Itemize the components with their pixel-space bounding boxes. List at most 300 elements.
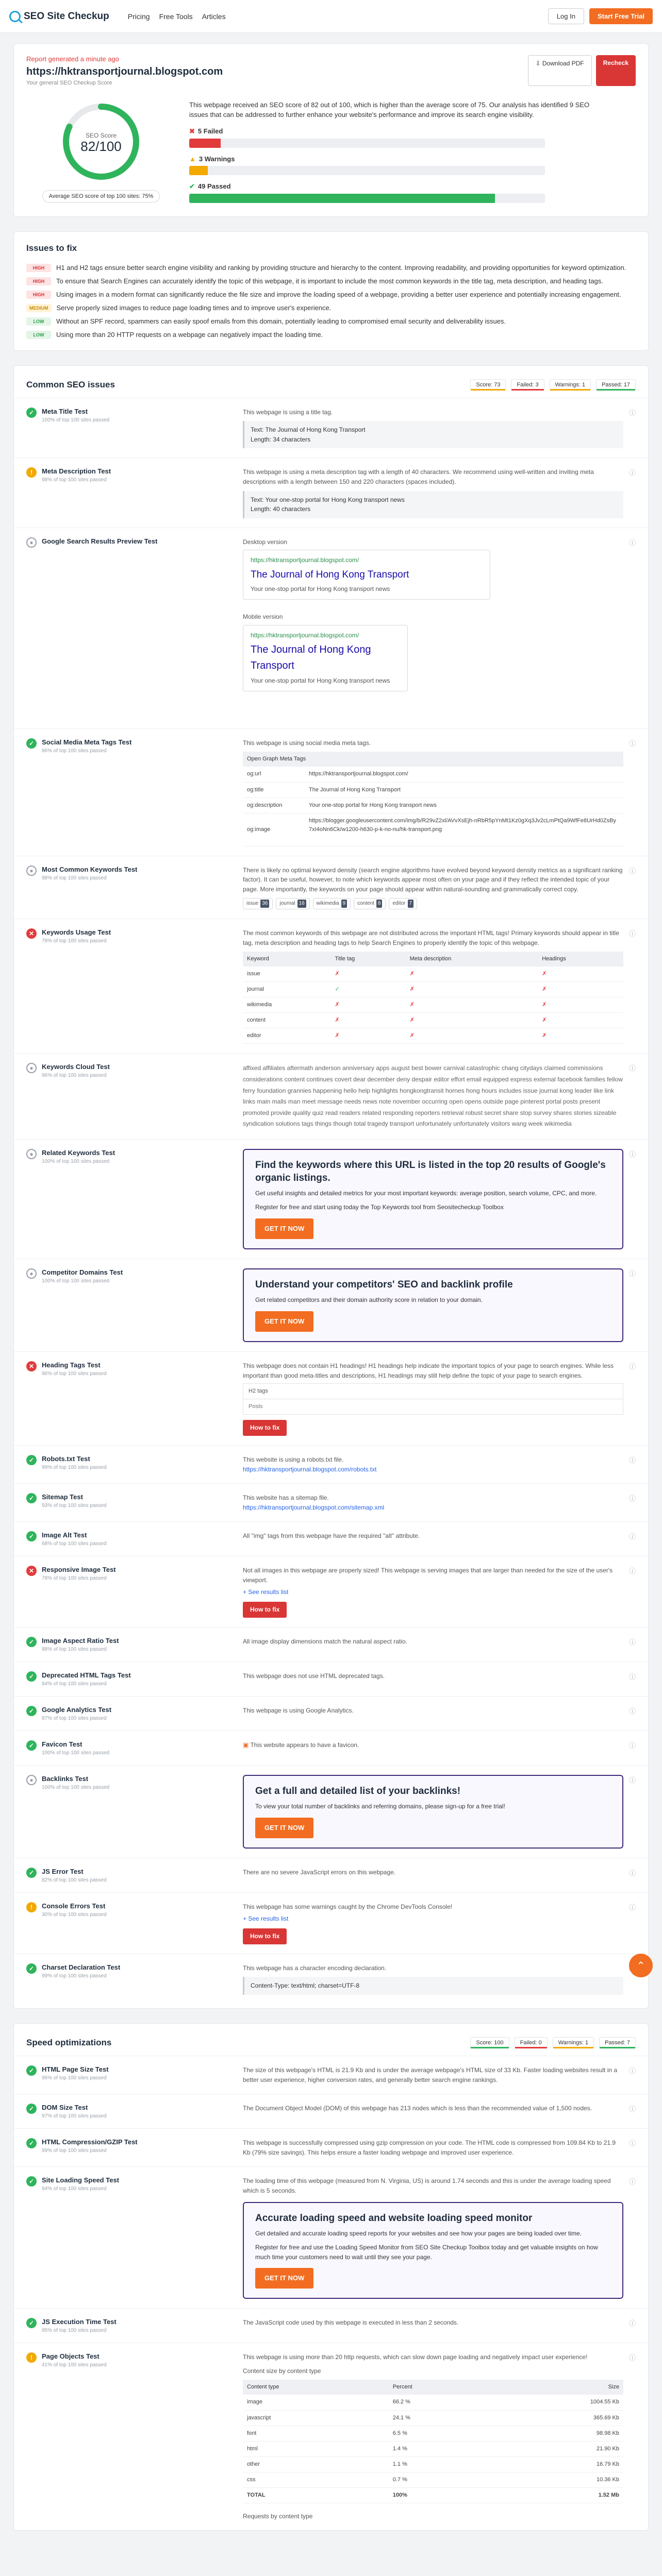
common-seo-header (14, 366, 648, 398)
test-result (243, 1268, 623, 1342)
test-related-keywords (14, 1139, 648, 1259)
keyword-tag (354, 898, 386, 909)
gauge-label: SEO Score (85, 132, 117, 139)
failed-chip-label: Failed: 0 (520, 2040, 542, 2046)
brand-logo[interactable] (9, 11, 109, 22)
og-value: https://blogger.googleusercontent.com/img/b/R29vZ2xl/AVvXsEjh-nRbR5pYnMt1Kz0gXq3Jv2cLmPtQa9WfFe8UrHd0ZsBy7xI4oNn6Ck/w1200-h630-p-k-no-nu/hk-transport.png (305, 813, 623, 846)
test-name: Heading Tags Test (42, 1361, 101, 1369)
type-cell: html (243, 2441, 389, 2456)
column-header: Content type (243, 2380, 389, 2395)
see-results-link[interactable]: + See results list (243, 1914, 289, 1922)
test-result (243, 1149, 623, 1249)
result-box (243, 491, 623, 518)
test-title-block (42, 1268, 123, 1342)
keyword-tag (389, 898, 417, 909)
info-icon[interactable]: ⓘ (628, 1869, 636, 1877)
table-row (243, 2441, 623, 2456)
test-title-block (42, 537, 157, 719)
chip-underline (515, 2047, 547, 2048)
type-cell: TOTAL (243, 2487, 389, 2503)
info-icon[interactable]: ⓘ (628, 538, 636, 547)
how-to-fix-button[interactable]: How to fix (243, 1602, 287, 1618)
failed-count-label: 5 Failed (197, 127, 223, 135)
get-it-now-button[interactable]: GET IT NOW (255, 1218, 313, 1239)
percent-cell: 24.1 % (389, 2410, 489, 2426)
og-key: og:description (243, 798, 305, 813)
test-heading (26, 2104, 243, 2119)
test-pass-rate: 100% of top 100 sites passed (42, 1784, 110, 1790)
download-pdf-button[interactable]: ⇩ Download PDF (528, 55, 592, 86)
promo-text: Register for free and use the Loading Speed Monitor from SEO Site Checkup Toolbox today and get valuable insights on how much time your customers need to wait until they see your page. (255, 2243, 598, 2261)
passed-bar-row (189, 182, 597, 203)
chip-underline (600, 2047, 635, 2048)
warning-icon: ▲ (189, 155, 196, 163)
chip-underline (471, 2047, 508, 2048)
info-status-icon: ● (26, 1268, 37, 1279)
title-cell: ✗ (331, 967, 406, 982)
info-icon[interactable]: ⓘ (628, 1707, 636, 1715)
promo-text: To view your total number of backlinks and referring domains, please sign-up for a free trial! (255, 1803, 505, 1810)
test-keywords-cloud (14, 1053, 648, 1139)
test-heading (26, 928, 243, 1044)
passed-bar-fill (189, 194, 495, 203)
column-header: Meta description (406, 952, 538, 967)
check-icon: ✔ (189, 182, 195, 190)
promo-text: Get useful insights and detailed metrics for your most important keywords: average position, search volume, CPC, and more. (255, 1190, 597, 1197)
test-name: Sitemap Test (42, 1493, 83, 1501)
info-icon[interactable]: ⓘ (628, 1638, 636, 1646)
test-name: JS Execution Time Test (42, 2318, 117, 2326)
info-icon[interactable]: ⓘ (628, 2067, 636, 2075)
get-it-now-button[interactable]: GET IT NOW (255, 1311, 313, 1332)
test-pass-rate: 96% of top 100 sites passed (42, 1073, 107, 1079)
serp-title: The Journal of Hong Kong Transport (251, 569, 409, 581)
failed-chip[interactable] (515, 2037, 548, 2048)
info-icon[interactable]: ⓘ (628, 2354, 636, 2362)
result-box (243, 421, 623, 448)
keyword-tag (243, 898, 273, 909)
test-result (243, 2352, 623, 2521)
warning-bar-row (189, 155, 597, 175)
warning-count-label: 3 Warnings (198, 155, 235, 163)
table-row (243, 782, 623, 798)
test-heading (26, 1868, 243, 1883)
test-pass-rate: 94% of top 100 sites passed (42, 1681, 107, 1687)
failed-chip[interactable] (511, 379, 544, 391)
test-pass-rate: 93% of top 100 sites passed (42, 1503, 107, 1509)
keyword: wikimedia (316, 901, 339, 907)
get-it-now-button[interactable]: GET IT NOW (255, 1818, 313, 1838)
test-result (243, 1740, 623, 1756)
info-icon[interactable]: ⓘ (628, 2319, 636, 2328)
see-results-link[interactable]: + See results list (243, 1588, 289, 1596)
test-name: Competitor Domains Test (42, 1268, 123, 1276)
report-actions (528, 55, 636, 86)
info-icon[interactable]: ⓘ (628, 1904, 636, 1912)
test-name: JS Error Test (42, 1868, 84, 1876)
report-details (189, 100, 597, 203)
column-header: Headings (538, 952, 623, 967)
issue-text: H1 and H2 tags ensure better search engine visibility and ranking by providing structure and hierarchy to the content. Improving readability, and providing opportunities for keyword optimization. (56, 264, 626, 272)
test-aspect-ratio (14, 1627, 648, 1662)
table-row (243, 967, 623, 982)
issue-item[interactable] (26, 264, 636, 272)
pass-icon: ✓ (26, 1637, 37, 1647)
test-heading (26, 738, 243, 846)
column-header: Title tag (331, 952, 406, 967)
test-name: Google Search Results Preview Test (42, 537, 158, 545)
test-pass-rate: 82% of top 100 sites passed (42, 1877, 107, 1884)
score-chip-label: Score: 100 (476, 2040, 504, 2046)
meta-cell: ✗ (406, 982, 538, 997)
column-header: Percent (389, 2380, 489, 2395)
issue-item[interactable] (26, 291, 636, 299)
score-chip-label: Score: 73 (476, 381, 501, 388)
report-url[interactable]: https://hktransportjournal.blogspot.com (26, 66, 223, 77)
test-name: HTML Page Size Test (42, 2065, 109, 2074)
test-pass-rate: 78% of top 100 sites passed (42, 938, 107, 944)
speed-optimizations-card (13, 2023, 649, 2531)
issue-item[interactable] (26, 317, 636, 326)
warnings-chip[interactable] (553, 2037, 594, 2048)
issue-text: To ensure that Search Engines can accurately identify the topic of this webpage, it is important to include the most common keywords in the title tag, meta description, and heading tags. (56, 277, 603, 285)
warnings-chip-label: Warnings: 1 (555, 381, 585, 388)
column-header: Keyword (243, 952, 331, 967)
report-heading (26, 55, 223, 86)
test-pass-rate: 100% of top 100 sites passed (42, 1278, 110, 1284)
fail-icon: ✕ (26, 1361, 37, 1371)
test-pass-rate: 99% of top 100 sites passed (42, 2148, 107, 2154)
scroll-top-button[interactable] (629, 1954, 653, 1977)
test-text: This webpage has a character encoding declaration. (243, 1964, 387, 1972)
test-image-alt (14, 1521, 648, 1556)
test-heading (26, 2138, 243, 2157)
info-icon[interactable]: ⓘ (628, 1672, 636, 1681)
test-html-size (14, 2056, 648, 2094)
og-key: og:image (243, 813, 305, 846)
test-title-block (42, 1963, 120, 1995)
keyword-count: 9 (341, 900, 347, 908)
table-header-row (243, 952, 623, 967)
percent-cell: 6.5 % (389, 2426, 489, 2441)
nav-link-articles[interactable]: Articles (202, 12, 226, 21)
test-pass-rate: 88% of top 100 sites passed (42, 1646, 107, 1652)
report-description: This webpage received an SEO score of 82 out of 100, which is higher than the average score of 75. Our analysis has identified 9 SEO issues that can be addressed to further enhance your website's performance and improve its search engine visibility. (189, 101, 590, 118)
test-result (243, 1963, 623, 1995)
passed-bar-label (189, 182, 597, 191)
test-title-block (42, 1455, 107, 1474)
failed-bar-row (189, 127, 597, 148)
h2-tag-value: Posts (243, 1399, 623, 1415)
h2-tags-header: H2 tags (243, 1383, 623, 1399)
test-meta-title (14, 398, 648, 458)
test-result (243, 1566, 623, 1617)
table-row (243, 813, 623, 846)
preview-icon: ● (26, 537, 37, 548)
average-score-pill: Average SEO score of top 100 sites: 75% (42, 190, 160, 202)
title-cell: ✗ (331, 1028, 406, 1044)
test-text: The most common keywords of this webpage are not distributed across the important HTML tags! Primary keywords should appear in title tag, meta description and heading tags to help Search Engines to properly identify the topic of this webpage. (243, 929, 619, 946)
table-header-row (243, 2380, 623, 2395)
info-icon[interactable]: ⓘ (628, 1269, 636, 1278)
issues-to-fix-card (13, 231, 649, 351)
test-robots (14, 1445, 648, 1483)
test-pass-rate: 41% of top 100 sites passed (42, 2362, 107, 2368)
test-keywords-usage (14, 919, 648, 1053)
issue-item[interactable] (26, 277, 636, 285)
percent-cell: 1.4 % (389, 2441, 489, 2456)
table-row (243, 982, 623, 997)
test-pass-rate: 87% of top 100 sites passed (42, 1715, 107, 1721)
passed-chip[interactable] (596, 379, 636, 391)
test-result (243, 928, 623, 1044)
og-tags-table (243, 752, 623, 846)
test-pass-rate: 68% of top 100 sites passed (42, 1541, 107, 1547)
table-row-total (243, 2487, 623, 2503)
test-text: All "img" tags from this webpage have the required "alt" attribute. (243, 1532, 420, 1540)
test-result (243, 1775, 623, 1849)
test-name: Site Loading Speed Test (42, 2176, 120, 2184)
issue-item[interactable] (26, 304, 636, 312)
test-heading (26, 1531, 243, 1547)
og-value: Your one-stop portal for Hong Kong transport news (305, 798, 623, 813)
title-length: Length: 34 characters (251, 435, 311, 443)
test-result (243, 1361, 623, 1436)
test-name: Backlinks Test (42, 1774, 89, 1783)
priority-badge: LOW (26, 317, 51, 326)
test-page-objects (14, 2343, 648, 2530)
test-pass-rate: 98% of top 100 sites passed (42, 875, 107, 881)
test-heading (26, 1149, 243, 1249)
meta-cell: ✗ (406, 1028, 538, 1044)
test-title-block (42, 1493, 107, 1512)
speed-title: Speed optimizations (26, 2038, 112, 2048)
promo-title: Accurate loading speed and website loading speed monitor (255, 2212, 533, 2224)
passed-bar-track (189, 194, 545, 203)
info-icon[interactable]: ⓘ (628, 469, 636, 477)
priority-badge: HIGH (26, 291, 51, 299)
sitemap-link[interactable]: https://hktransportjournal.blogspot.com/sitemap.xml (243, 1503, 385, 1511)
test-text: This webpage is successfully compressed using gzip compression on your code. The HTML code is compressed from 109.84 Kb to 21.9 Kb (79% size savings). This helps ensure a faster loading webpage and improved user experience. (243, 2139, 616, 2156)
test-name: DOM Size Test (42, 2104, 88, 2112)
promo-title: Get a full and detailed list of your backlinks! (255, 1785, 461, 1797)
test-title-block (42, 2176, 119, 2299)
table-header-row (243, 752, 623, 767)
test-text: The Document Object Model (DOM) of this webpage has 213 nodes which is less than the recommended value of 1,500 nodes. (243, 2105, 592, 2112)
how-to-fix-button[interactable]: How to fix (243, 1928, 287, 1944)
pass-icon: ✓ (26, 738, 37, 749)
favicon-icon: ▣ (243, 1741, 249, 1749)
test-name: Image Aspect Ratio Test (42, 1636, 119, 1645)
percent-cell: 66.2 % (389, 2395, 489, 2410)
test-heading (26, 1268, 243, 1342)
get-it-now-button[interactable]: GET IT NOW (255, 2268, 313, 2289)
serp-url: https://hktransportjournal.blogspot.com/ (251, 631, 359, 639)
pass-icon: ✓ (26, 1963, 37, 1974)
table-row (243, 2472, 623, 2487)
failed-bar-fill (189, 139, 221, 148)
keyword: content (357, 901, 374, 907)
table-row (243, 2426, 623, 2441)
test-title-block (42, 1740, 109, 1756)
info-icon[interactable]: ⓘ (628, 1776, 636, 1784)
priority-badge: MEDIUM (26, 304, 52, 312)
size-cell: 10.36 Kb (489, 2472, 623, 2487)
how-to-fix-button[interactable]: How to fix (243, 1420, 287, 1436)
test-title-block (42, 1149, 115, 1249)
test-heading (26, 2176, 243, 2299)
test-text: The JavaScript code used by this webpage is executed in less than 2 seconds. (243, 2319, 459, 2327)
keyword-cell: wikimedia (243, 997, 331, 1013)
test-title-block (42, 1671, 131, 1687)
nav-link-free-tools[interactable]: Free Tools (159, 12, 193, 21)
percent-cell: 1.1 % (389, 2456, 489, 2472)
test-pass-rate: 94% of top 100 sites passed (42, 2186, 107, 2192)
og-value: https://hktransportjournal.blogspot.com/ (305, 767, 623, 782)
test-meta-description (14, 457, 648, 527)
info-icon[interactable]: ⓘ (628, 1495, 636, 1503)
title-text: Text: The Journal of Hong Kong Transport (251, 426, 366, 434)
test-title-block (42, 866, 137, 909)
test-heading (26, 1455, 243, 1474)
size-cell: 365.69 Kb (489, 2410, 623, 2426)
keyword-cell: issue (243, 967, 331, 982)
issue-text: Serve properly sized images to reduce page loading times and to improve user's experience. (56, 304, 332, 312)
test-heading (26, 866, 243, 909)
test-name: Most Common Keywords Test (42, 865, 138, 873)
keyword: editor (392, 901, 406, 907)
test-title-block (42, 2318, 117, 2333)
priority-badge: HIGH (26, 277, 51, 285)
test-text: There is likely no optimal keyword density (search engine algorithms have evolved beyond keyword density metrics as a significant ranking factor). It can be useful, however, to note which keywords appear most often on your page and if they reflect the intended topic of your page. More importantly, the keywords on your page should appear within natural-sounding and grammatically correct copy. (243, 866, 623, 893)
test-text: This webpage is using a title tag. (243, 408, 333, 416)
test-title-block (42, 408, 109, 449)
table-header: Open Graph Meta Tags (243, 752, 623, 767)
report-header (26, 55, 636, 86)
info-icon[interactable]: ⓘ (628, 1741, 636, 1750)
info-icon[interactable]: ⓘ (628, 1150, 636, 1158)
info-icon[interactable]: ⓘ (628, 409, 636, 417)
result-bars (189, 127, 597, 203)
promo-title: Find the keywords where this URL is listed in the top 20 results of Google's organic listings. (255, 1159, 606, 1183)
top-navigation (0, 0, 662, 33)
speed-chips (470, 2037, 636, 2048)
test-pass-rate: 30% of top 100 sites passed (42, 1912, 107, 1918)
score-chip[interactable] (470, 379, 506, 391)
info-icon[interactable]: ⓘ (628, 1533, 636, 1541)
info-icon[interactable]: ⓘ (628, 2140, 636, 2148)
info-icon[interactable]: ⓘ (628, 1567, 636, 1575)
info-icon[interactable]: ⓘ (628, 2105, 636, 2113)
test-heading (26, 1902, 243, 1944)
login-button[interactable]: Log In (548, 8, 584, 24)
test-console-errors (14, 1892, 648, 1954)
info-icon[interactable]: ⓘ (628, 1363, 636, 1371)
test-name: Meta Title Test (42, 407, 88, 415)
test-name: Google Analytics Test (42, 1705, 112, 1714)
test-title-block (42, 1566, 116, 1617)
info-status-icon: ● (26, 1775, 37, 1785)
nav-actions (548, 8, 653, 24)
serp-title: The Journal of Hong Kong Transport (251, 644, 371, 672)
warnings-chip[interactable] (550, 379, 591, 391)
robots-link[interactable]: https://hktransportjournal.blogspot.com/robots.txt (243, 1465, 377, 1473)
info-icon[interactable]: ⓘ (628, 929, 636, 938)
keyword-cell: content (243, 1013, 331, 1028)
info-icon[interactable]: ⓘ (628, 867, 636, 875)
test-common-keywords (14, 856, 648, 919)
serp-description: Your one-stop portal for Hong Kong transport news (251, 585, 390, 593)
test-result (243, 1902, 623, 1944)
info-icon[interactable]: ⓘ (628, 1064, 636, 1073)
passed-chip-label: Passed: 7 (605, 2040, 630, 2046)
table-row (243, 1028, 623, 1044)
failed-bar-track (189, 139, 545, 148)
test-name: Related Keywords Test (42, 1148, 115, 1157)
meta-cell: ✗ (406, 967, 538, 982)
report-subtitle: Your general SEO Checkup Score (26, 80, 112, 86)
test-title-block (42, 2138, 138, 2157)
test-result (243, 467, 623, 518)
test-gzip (14, 2128, 648, 2166)
test-title-block (42, 1361, 107, 1436)
test-name: HTML Compression/GZIP Test (42, 2138, 138, 2146)
test-result (243, 1493, 623, 1512)
promo-text: Get detailed and accurate loading speed reports for your websites and see how your pages are being loaded over time. (255, 2230, 582, 2238)
meta-cell: ✗ (406, 1013, 538, 1028)
test-pass-rate: 97% of top 100 sites passed (42, 2113, 107, 2120)
warning-bar-label (189, 155, 597, 163)
test-charset (14, 1954, 648, 2008)
test-text: This website is using a robots.txt file. (243, 1455, 344, 1463)
nav-link-pricing[interactable]: Pricing (127, 12, 150, 21)
test-text: This webpage is using social media meta tags. (243, 739, 371, 747)
test-result (243, 738, 623, 846)
download-pdf-label: Download PDF (542, 60, 584, 67)
mobile-serp-preview (243, 625, 408, 691)
passed-chip[interactable] (599, 2037, 636, 2048)
serp-url: https://hktransportjournal.blogspot.com/ (251, 556, 359, 564)
test-heading (26, 1706, 243, 1721)
info-status-icon: ● (26, 1149, 37, 1159)
start-trial-button[interactable]: Start Free Trial (589, 8, 653, 24)
test-heading (26, 1671, 243, 1687)
title-cell: ✓ (331, 982, 406, 997)
issue-item[interactable] (26, 331, 636, 339)
info-icon[interactable]: ⓘ (628, 739, 636, 748)
test-heading (26, 2352, 243, 2521)
test-competitor-domains (14, 1259, 648, 1351)
requests-subtitle: Requests by content type (243, 2512, 313, 2520)
table-row (243, 1013, 623, 1028)
recheck-button[interactable]: Recheck (596, 55, 636, 86)
report-body (26, 100, 636, 203)
test-dom-size (14, 2094, 648, 2128)
table-row (243, 997, 623, 1013)
test-heading (26, 1637, 243, 1652)
test-heading (26, 1566, 243, 1617)
failed-bar-label (189, 127, 597, 135)
keyword-count: 16 (297, 900, 306, 908)
brand-name: SEO Site Checkup (24, 10, 109, 22)
info-icon[interactable]: ⓘ (628, 1456, 636, 1464)
size-cell: 1004.55 Kb (489, 2395, 623, 2410)
test-name: Responsive Image Test (42, 1566, 116, 1574)
test-heading (26, 1493, 243, 1512)
score-chip[interactable] (470, 2037, 509, 2048)
test-text: This webpage does not contain H1 headings! H1 headings help indicate the important topics of your page to search engines. While less important than good meta-titles and descriptions, H1 headings may still help define the topic of your page to search engines. (243, 1362, 614, 1379)
info-icon[interactable]: ⓘ (628, 2178, 636, 2186)
